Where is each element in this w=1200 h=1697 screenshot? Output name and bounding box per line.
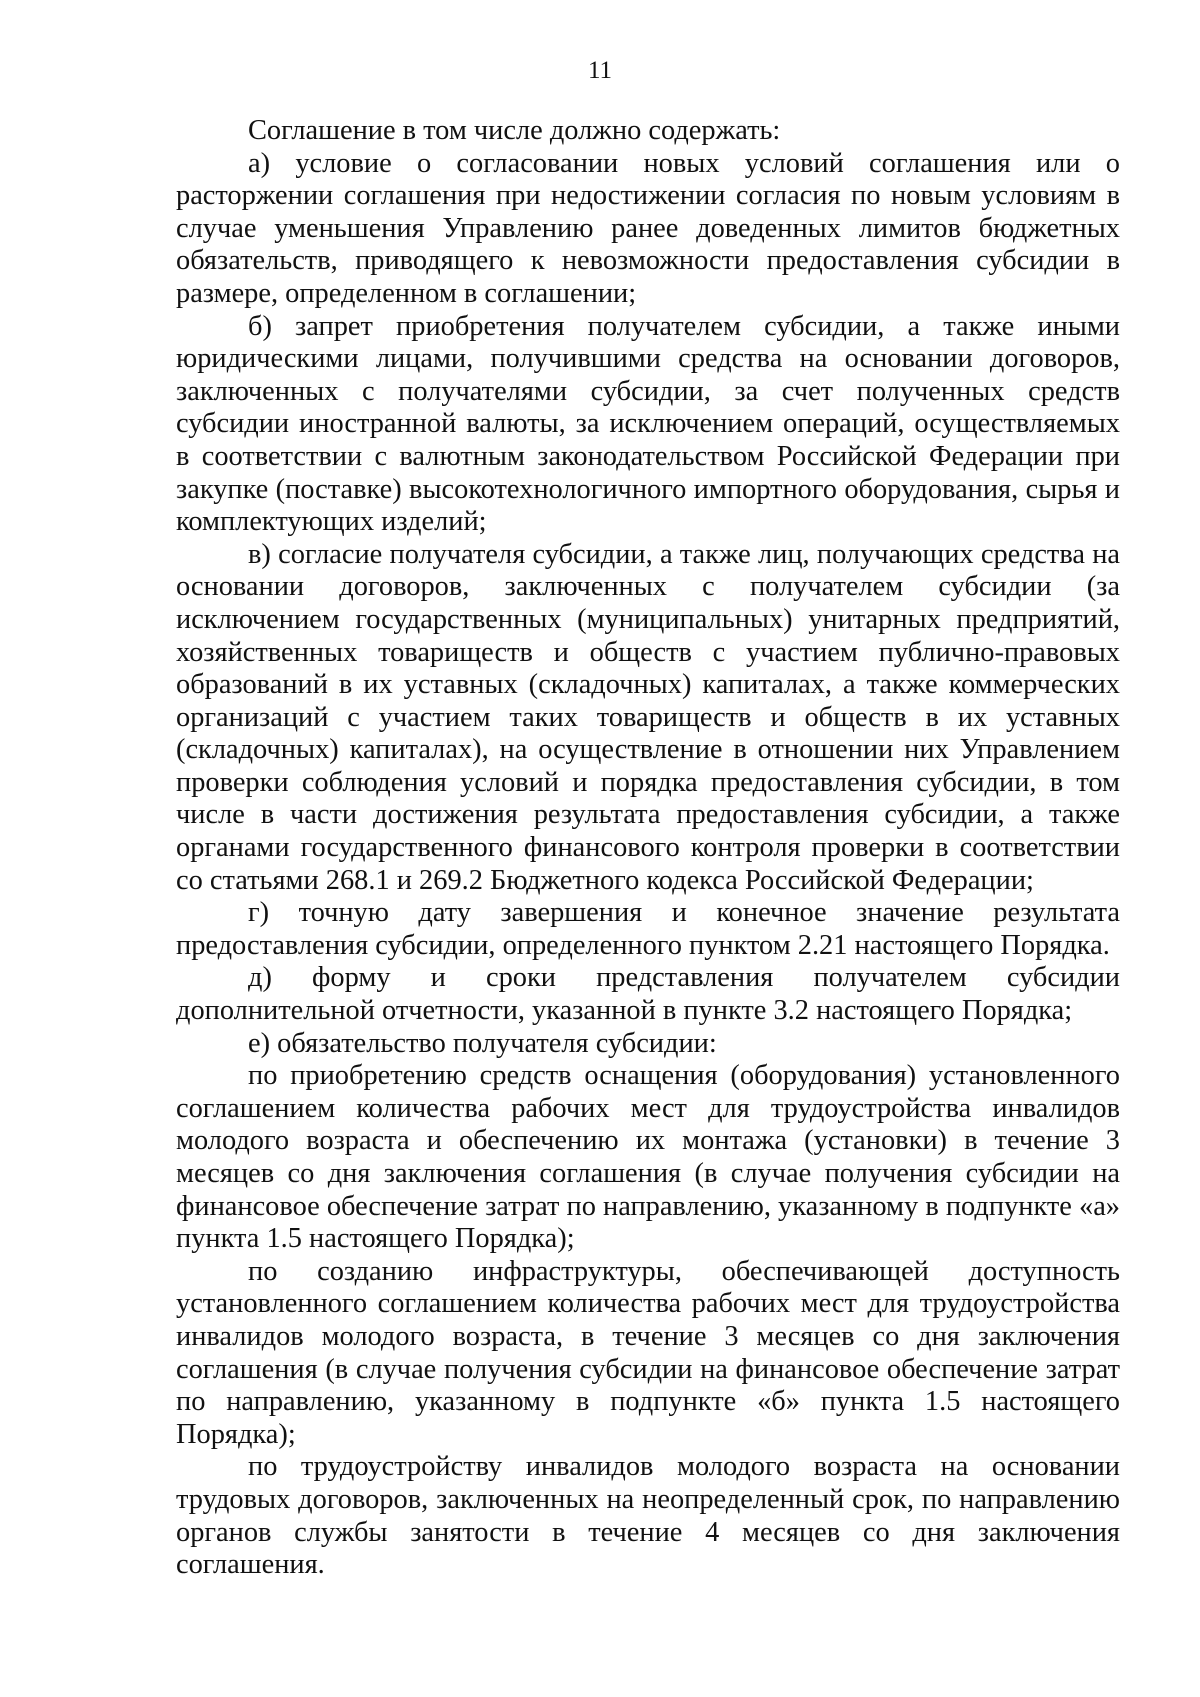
paragraph-obligation-infrastructure: по созданию инфраструктуры, обеспечивающей доступность установленного соглашением количества рабочих мест для трудоустройства инвалидов молодого возраста, в течение 3 месяцев со дня заключения соглашения (в случае получения субсидии на финансовое обеспечение затрат по направлению, указанному в подпункте «б» пункта 1.5 настоящего Порядка);: [176, 1255, 1120, 1450]
paragraph-item-g: г) точную дату завершения и конечное значение результата предоставления субсидии, определенного пунктом 2.21 настоящего Порядка.: [176, 897, 1120, 961]
paragraph-item-a: а) условие о согласовании новых условий соглашения или о расторжении соглашения при недостижении согласия по новым условиям в случае уменьшения Управлению ранее доведенных лимитов бюджетных обязательств, приводящего к невозможности предоставления субсидии в размере, определенном в соглашении;: [176, 147, 1120, 309]
paragraph-item-e: е) обязательство получателя субсидии:: [248, 1027, 717, 1059]
paragraph-item-b: б) запрет приобретения получателем субсидии, а также иными юридическими лицами, получившими средства на основании договоров, заключенных с получателями субсидии, за счет полученных средств субсидии иностранной валюты, за исключением операций, осуществляемых в соответствии с валютным законодательством Российской Федерации при закупке (поставке) высокотехнологичного импортного оборудования, сырья и комплектующих изделий;: [176, 310, 1120, 538]
page-number: 11: [587, 57, 613, 84]
document-body: [176, 115, 1120, 1582]
paragraph-obligation-equipment: по приобретению средств оснащения (оборудования) установленного соглашением количества рабочих мест для трудоустройства инвалидов молодого возраста и обеспечению их монтажа (установки) в течение 3 месяцев со дня заключения соглашения (в случае получения субсидии на финансовое обеспечение затрат по направлению, указанному в подпункте «а» пункта 1.5 настоящего Порядка);: [176, 1060, 1120, 1255]
paragraph-intro: Соглашение в том числе должно содержать:: [248, 115, 781, 146]
paragraph-item-v: в) согласие получателя субсидии, а также лиц, получающих средства на основании договоров, заключенных с получателем субсидии (за исключением государственных (муниципальных) унитарных предприятий, хозяйственных товариществ и обществ с участием публично-правовых образований в их уставных (складочных) капиталах, а также коммерческих организаций с участием таких товариществ и обществ в их уставных (складочных) капиталах), на осуществление в отношении них Управлением проверки соблюдения условий и порядка предоставления субсидии, в том числе в части достижения результата предоставления субсидии, а также органами государственного финансового контроля проверки в соответствии со статьями 268.1 и 269.2 Бюджетного кодекса Российской Федерации;: [176, 538, 1120, 896]
paragraph-obligation-employment: по трудоустройству инвалидов молодого возраста на основании трудовых договоров, заключенных на неопределенный срок, по направлению органов службы занятости в течение 4 месяцев со дня заключения соглашения.: [176, 1451, 1120, 1581]
paragraph-item-d: д) форму и сроки представления получателем субсидии дополнительной отчетности, указанной в пункте 3.2 настоящего Порядка;: [176, 962, 1120, 1027]
